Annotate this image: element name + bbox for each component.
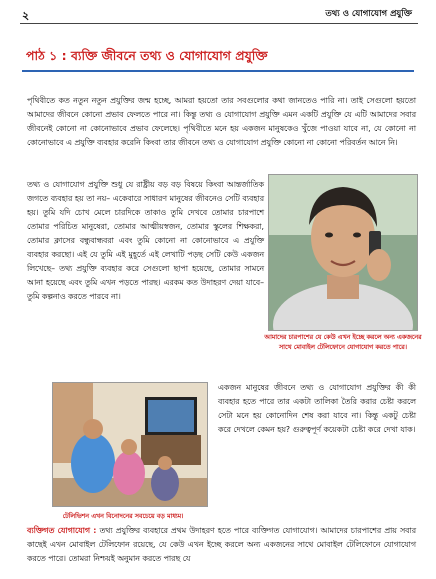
man-on-phone-illustration bbox=[269, 175, 417, 330]
lesson-title: পাঠ ১ : ব্যক্তি জীবনে তথ্য ও যোগাযোগ প্রযুক্তি bbox=[26, 48, 268, 63]
second-paragraph: তথ্য ও যোগাযোগ প্রযুক্তি শুধু যে রাষ্ট্রীয় বড় বড় বিষয়ে কিংবা আন্তর্জাতিক জগতে ব্যবহার হয় তা নয়– একেবারে সাধারণ মানুষের জীবনেও সেটি ব্যবহার হয়। তুমি যদি চোখ মেলে চারদিকে তাকাও তুমি দেখবে তোমার চারপাশে তোমার পরিচিত মানুষেরা, তোমার আত্মীয়স্বজন, তোমার স্কুলের শিক্ষকরা, তোমার ক্লাসের বন্ধুবান্ধবরা এবং তুমি কোনো না কোনোভাবে এ প্রযুক্তি ব্যবহার করছো। এই যে তুমি এই মুহূর্তে এই লেখাটি পড়ছ সেটি কেউ একজন লিখেছে– তথ্য প্রযুক্তি ব্যবহার করে সেগুলো ছাপা হয়েছে, তোমার সামনে আনা হয়েছে এবং তুমি এখন পড়তে পারছ। এরকম কত উদাহরণ দেয়া যাবে– তুমি কল্পনাও করতে পারবে না। bbox=[27, 180, 264, 301]
running-header: তথ্য ও যোগাযোগ প্রযুক্তি bbox=[325, 9, 412, 19]
header-rule bbox=[20, 23, 418, 24]
family-watching-tv-illustration bbox=[53, 383, 207, 506]
photo2-caption: টেলিভিশন এখন বিনোদনের সবচেয়ে বড় মাধ্যম। bbox=[62, 513, 184, 520]
photo1-caption: আমাদের চারপাশের যে কেউ এখন ইচ্ছে করলে অন্য একজনের সাথে মোবাইল টেলিফোনে যোগাযোগ করতে পারে। bbox=[264, 334, 422, 351]
page-number: ২ bbox=[22, 9, 30, 22]
third-paragraph: একজন মানুষের জীবনে তথ্য ও যোগাযোগ প্রযুক্তির কী কী ব্যবহার হতে পারে তার একটা তালিকা তৈরি করার চেষ্টা করলে সেটা মনে হয় কোনোদিন শেষ করা যাবে না। কিন্তু একটু চেষ্টা করে দেখলে কেমন হয়? গুরুত্বপূর্ণ কয়েকটা চেষ্টা করে দেখা যাক। bbox=[218, 383, 416, 434]
title-underline bbox=[22, 70, 414, 72]
man-on-phone-photo bbox=[268, 174, 418, 331]
fourth-paragraph-body: তথ্য প্রযুক্তির ব্যবহারে প্রথম উদাহরণ হতে পারে ব্যক্তিগত যোগাযোগ। আমাদের চারপাশের প্রায় সবার কাছেই এখন মোবাইল টেলিফোন রয়েছে, যে কেউ এখন ইচ্ছে করলে অন্য একজনের সাথে মোবাইল টেলিফোনে যোগাযোগ করতে পারে। তোমরা নিশ্চয়ই অনুমান করতে পারছ যে bbox=[27, 526, 416, 563]
section-heading-personal-communication: ব্যক্তিগত যোগাযোগ : bbox=[27, 526, 97, 535]
family-tv-photo bbox=[52, 382, 208, 507]
intro-paragraph: পৃথিবীতে কত নতুন নতুন প্রযুক্তির জন্ম হচ্ছে, আমরা হয়তো তার সবগুলোর কথা জানতেও পারি না। তাই সেগুলো হয়তো আমাদের জীবনে কোনো প্রভাব ফেলতে পারে না। কিন্তু তথ্য ও যোগাযোগ প্রযুক্তি এমন একটি প্রযুক্তি যে এটি আমাদের সবার জীবনেই কোনো না কোনোভাবে প্রভাব ফেলেছে। পৃথিবীতে মনে হয় একজন মানুষকেও খুঁজে পাওয়া যাবে না, যে কোনো না কোনোভাবে এ প্রযুক্তি ব্যবহার করেনি কিংবা তার জীবনে তথ্য ও যোগাযোগ প্রযুক্তি কোনো না কোনো পরিবর্তন আনে নি। bbox=[27, 96, 416, 147]
fourth-paragraph bbox=[27, 524, 416, 566]
